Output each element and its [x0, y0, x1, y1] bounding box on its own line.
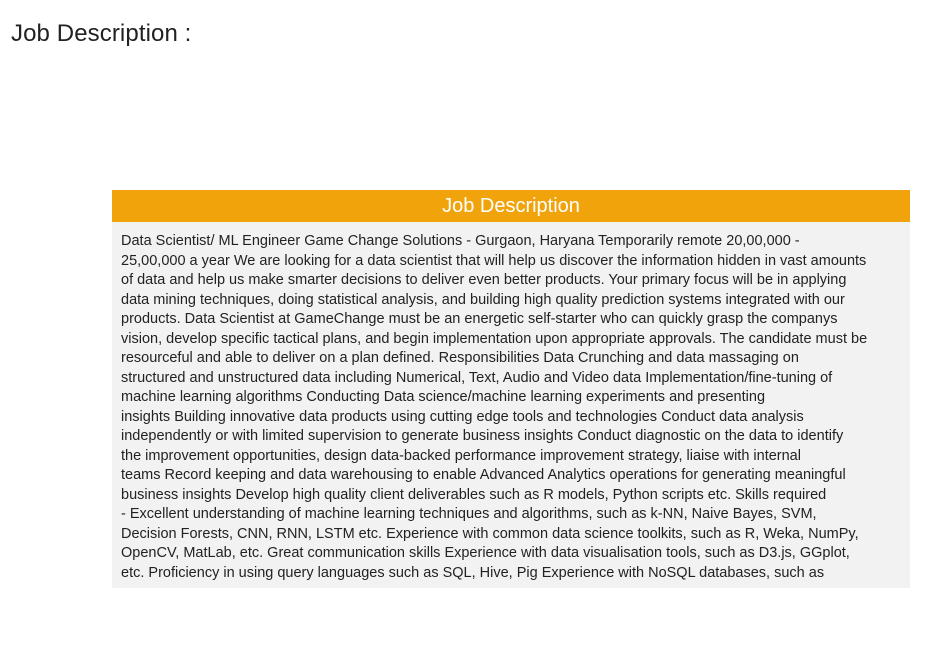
- job-description-text: Data Scientist/ ML Engineer Game Change Solutions - Gurgaon, Haryana Temporarily remote 20,00,000 - 25,00,000 a year We are looking for a data scientist that will help us discover the information hidden in vast amounts of data and help us make smarter decisions to deliver even better products. Your primary focus will be in applying data mining techniques, doing statistical analysis, and building high quality prediction systems integrated with our products. Data Scientist at GameChange must be an energetic self-starter who can quickly grasp the companys vision, develop specific tactical plans, and begin implementation upon appropriate approvals. The candidate must be resourceful and able to deliver on a plan defined. Responsibilities Data Crunching and data massaging on structured and unstructured data including Numerical, Text, Audio and Video data Implementation/fine-tuning of machine learning algorithms Conducting Data science/machine learning experiments and presenting insights Building innovative data products using cutting edge tools and technologies Conduct data analysis independently or with limited supervision to generate business insights Conduct diagnostic on the data to identify the improvement opportunities, design data-backed performance improvement strategy, liaise with internal teams Record keeping and data warehousing to enable Advanced Analytics operations for generating meaningful business insights Develop high quality client deliverables such as R models, Python scripts etc. Skills required - Excellent understanding of machine learning techniques and algorithms, such as k-NN, Naive Bayes, SVM, Decision Forests, CNN, RNN, LSTM etc. Experience with common data science toolkits, such as R, Weka, NumPy, OpenCV, MatLab, etc. Great communication skills Experience with data visualisation tools, such as D3.js, GGplot, etc. Proficiency in using query languages such as SQL, Hive, Pig Experience with NoSQL databases, such as: [121, 233, 868, 581]
- job-description-body[interactable]: [112, 222, 910, 588]
- job-description-header: Job Description: [112, 190, 910, 222]
- job-description-card: [112, 190, 910, 588]
- page-title: Job Description :: [11, 20, 192, 47]
